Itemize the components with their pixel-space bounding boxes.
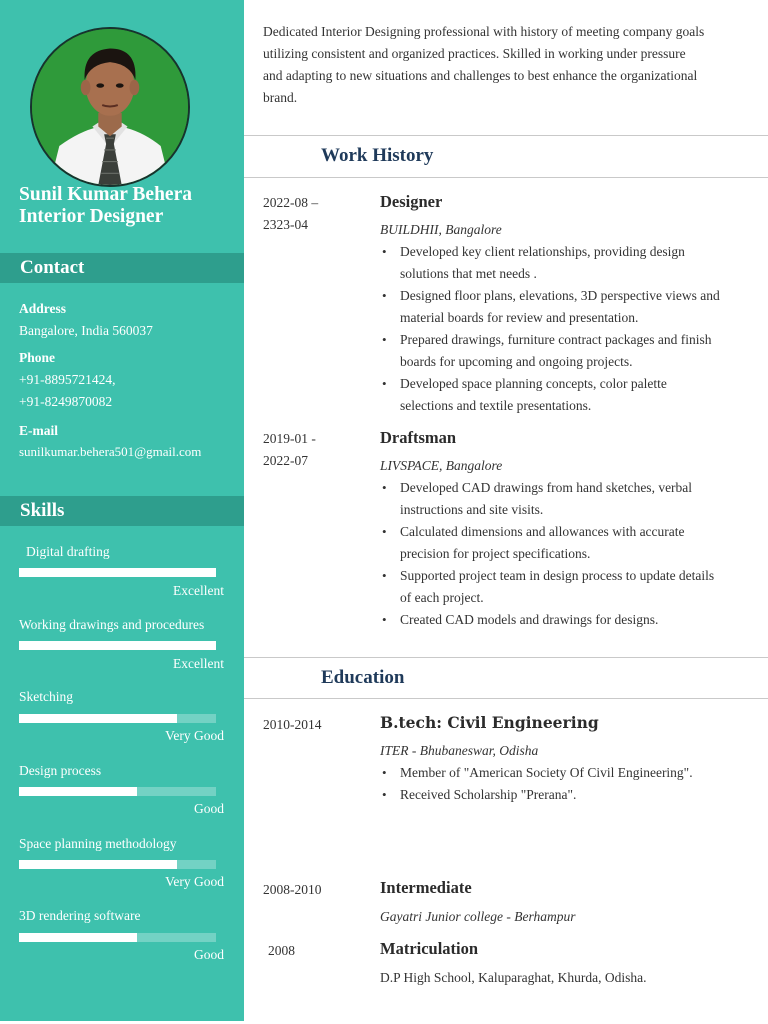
skill-bar-fill [19, 860, 177, 869]
skill-level: Excellent [173, 656, 224, 671]
summary-line: utilizing consistent and organized practices. Skilled in working under pressure [263, 46, 686, 61]
profile-photo [30, 27, 190, 187]
education-title: Matriculation [380, 939, 479, 958]
email-label: E-mail [19, 423, 58, 438]
sidebar [0, 0, 244, 1021]
section-divider [244, 698, 768, 699]
list-item: • Developed CAD drawings from hand sketches, verbal instructions and site visits. [380, 477, 760, 521]
list-item: • Calculated dimensions and allowances with accurate precision for project specifications. [380, 521, 760, 565]
work-history-heading: Work History [321, 145, 434, 166]
list-item: • Member of "American Society Of Civil Engineering". [380, 762, 760, 784]
summary-line: and adapting to new situations and challenges to best enhance the organizational [263, 68, 698, 83]
education-bullet-list [380, 762, 760, 806]
job-date-start: 2022-08 – [263, 195, 319, 210]
education-heading: Education [321, 667, 405, 688]
list-item: • Supported project team in design process to update details of each project. [380, 565, 760, 609]
job-date [263, 192, 318, 236]
skill-level: Excellent [173, 583, 224, 598]
skill-name: Working drawings and procedures [19, 617, 205, 632]
contact-heading: Contact [0, 253, 244, 283]
list-item: • Received Scholarship "Prerana". [380, 784, 760, 806]
job-bullet-list [380, 477, 760, 631]
job-company: BUILDHII, Bangalore [380, 222, 502, 237]
job-title: Draftsman [380, 428, 457, 447]
education-institution: D.P High School, Kaluparaghat, Khurda, Odisha. [380, 970, 647, 985]
job-bullet-list [380, 241, 760, 417]
skill-name: Space planning methodology [19, 836, 177, 851]
list-item: • Developed space planning concepts, color palette selections and textile presentations. [380, 373, 760, 417]
skill-bar [19, 933, 216, 942]
skill-name: Sketching [19, 689, 73, 704]
section-divider [244, 177, 768, 178]
job-date-start: 2019-01 - [263, 431, 316, 446]
education-date: 2008-2010 [263, 882, 322, 897]
phone-number-1[interactable]: +91-8895721424, [19, 372, 116, 387]
job-date-end: 2323-04 [263, 217, 308, 232]
skill-bar [19, 714, 216, 723]
profile-photo-image [32, 29, 188, 185]
professional-summary [263, 21, 753, 109]
list-item: • Developed key client relationships, providing design solutions that met needs . [380, 241, 760, 285]
skill-bar [19, 568, 216, 577]
skill-bar [19, 641, 216, 650]
skill-level: Very Good [165, 874, 224, 889]
skill-bar [19, 787, 216, 796]
phone-label: Phone [19, 350, 56, 365]
skill-level: Good [194, 947, 224, 962]
list-item: • Designed floor plans, elevations, 3D perspective views and material boards for review and presentation. [380, 285, 760, 329]
skill-level: Very Good [165, 728, 224, 743]
skill-bar [19, 860, 216, 869]
candidate-name [19, 184, 192, 228]
list-item: • Created CAD models and drawings for designs. [380, 609, 760, 631]
education-title: B.tech: Civil Engineering [380, 713, 599, 732]
section-divider [244, 657, 768, 658]
summary-line: brand. [263, 90, 298, 105]
phone-number-2[interactable]: +91-8249870082 [19, 394, 113, 409]
education-institution: ITER - Bhubaneswar, Odisha [380, 743, 539, 758]
skills-heading: Skills [0, 496, 244, 526]
skill-bar-fill [19, 641, 216, 650]
education-institution: Gayatri Junior college - Berhampur [380, 909, 576, 924]
address-label: Address [19, 301, 67, 316]
email-link[interactable]: sunilkumar.behera501@gmail.com [19, 444, 202, 459]
skill-name: Design process [19, 763, 102, 778]
skill-bar-fill [19, 787, 137, 796]
job-date-end: 2022-07 [263, 453, 308, 468]
summary-line: Dedicated Interior Designing professional with history of meeting company goals [263, 24, 705, 39]
job-company: LIVSPACE, Bangalore [380, 458, 503, 473]
skill-bar-fill [19, 714, 177, 723]
candidate-role: Interior Designer [19, 206, 164, 227]
education-date: 2010-2014 [263, 717, 322, 732]
address-value: Bangalore, India 560037 [19, 323, 153, 338]
list-item: • Prepared drawings, furniture contract packages and finish boards for upcoming and ongoing projects. [380, 329, 760, 373]
section-divider [244, 135, 768, 136]
candidate-full-name: Sunil Kumar Behera [19, 184, 192, 205]
skill-bar-fill [19, 568, 216, 577]
skill-name: Digital drafting [26, 544, 110, 559]
job-title: Designer [380, 192, 443, 211]
education-title: Intermediate [380, 878, 472, 897]
skill-bar-fill [19, 933, 137, 942]
skill-level: Good [194, 801, 224, 816]
education-date: 2008 [268, 943, 295, 958]
skill-name: 3D rendering software [19, 908, 141, 923]
job-date [263, 428, 316, 472]
